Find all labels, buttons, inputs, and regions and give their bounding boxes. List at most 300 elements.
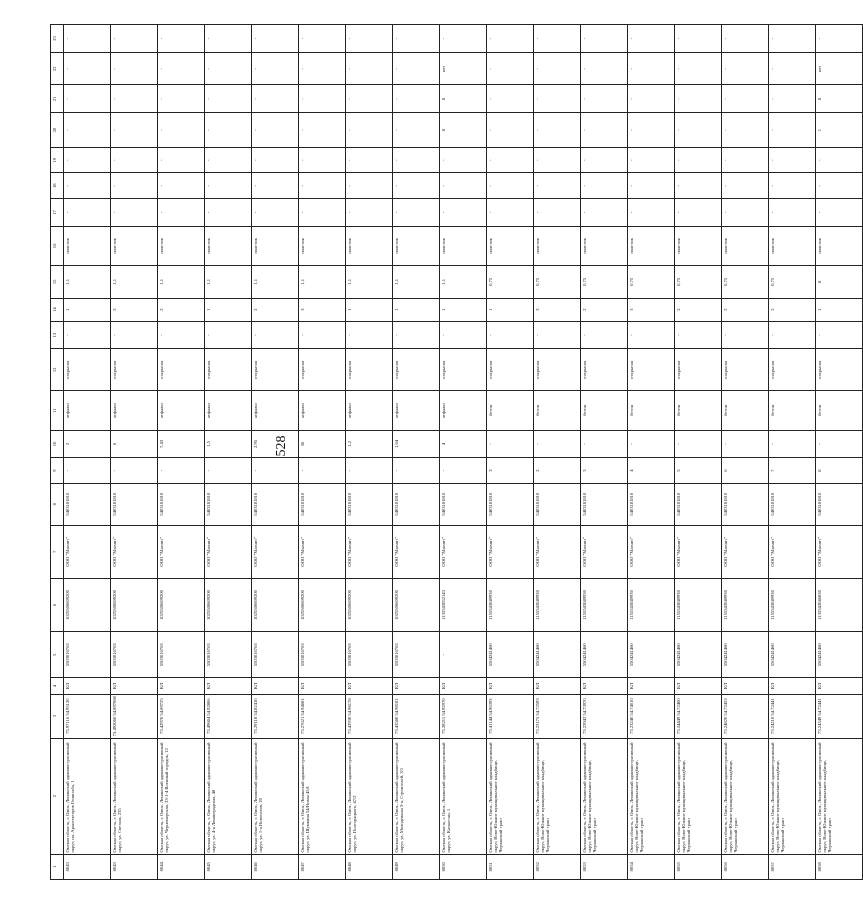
table-cell: пластик [487,226,534,265]
table-cell: КЛ [205,678,252,694]
table-cell: 8 [440,113,487,148]
table-cell: КЛ [346,678,393,694]
table-cell: - [628,430,675,458]
column-header: 12 [51,349,64,391]
table-cell: 73.24449 54.72400 [675,694,722,738]
table-cell: - [487,198,534,226]
table-cell: - [722,198,769,226]
table-cell: - [440,25,487,53]
table-cell: - [534,173,581,198]
table-cell: - [64,321,111,349]
table-cell: 73.24210 54.72441 [769,694,816,738]
table-cell: 0,75 [534,266,581,298]
table-cell: бетон [487,391,534,430]
table-cell: - [346,85,393,113]
table-cell: 8043 [64,854,111,879]
table-cell: - [299,147,346,172]
table-cell: 0,75 [487,266,534,298]
table-cell: 2 [769,298,816,321]
table-cell: 5403181810 [393,483,440,525]
table-cell: асфальт [393,391,440,430]
table-cell: - [581,147,628,172]
table-cell: - [64,52,111,84]
table-cell: открытая [158,349,205,391]
table-row [346,25,393,880]
table-cell: - [675,430,722,458]
table-cell: 0,75 [769,266,816,298]
table-cell: - [64,173,111,198]
table-cell: - [111,52,158,84]
table-cell: - [722,113,769,148]
table-cell: 2 [581,298,628,321]
table-cell: бетон [675,391,722,430]
table-cell: 2,95 [252,430,299,458]
table-cell: пластик [346,226,393,265]
table-cell: 73.49604 54.92806 [205,694,252,738]
table-cell: ООО "Магнит" [722,525,769,578]
table-cell: - [534,25,581,53]
table-cell: 1025500609200 [252,578,299,631]
table-cell: асфальт [64,391,111,430]
table-cell: - [487,52,534,84]
table-cell: - [111,147,158,172]
table-cell: 8051 [487,854,534,879]
table-cell: 8050 [440,854,487,879]
table-cell: 5504241460 [769,632,816,678]
table-cell: - [581,321,628,349]
table-cell: - [111,321,158,349]
table-cell: 8049 [393,854,440,879]
table-cell: 5503016763 [299,632,346,678]
table-cell: асфальт [252,391,299,430]
column-header: 19 [51,147,64,172]
table-cell: - [769,113,816,148]
table-cell: 8052 [534,854,581,879]
table-cell: - [346,113,393,148]
table-cell: КЛ [440,678,487,694]
table-cell: - [581,85,628,113]
table-cell: - [581,173,628,198]
table-cell: - [487,85,534,113]
table-cell: 5403181810 [487,483,534,525]
table-cell: - [393,113,440,148]
table-cell: 73.41144 54.96393 [487,694,534,738]
table-cell: 1 [64,298,111,321]
table-cell: пластик [722,226,769,265]
table-cell: пластик [440,226,487,265]
table-cell: - [252,458,299,483]
table-cell: 8046 [252,854,299,879]
table-cell: Омская область, г. Омск, Ленинский административный округ, ул. Светлая, 235 [111,738,158,854]
table-cell: 2 [534,458,581,483]
column-header: 6 [51,578,64,631]
table-cell: - [346,147,393,172]
table-cell: 7,43 [158,430,205,458]
table-cell: - [111,85,158,113]
table-cell: - [816,430,863,458]
table-cell: 5504241460 [487,632,534,678]
table-cell: 1135543052143 [440,578,487,631]
table-cell: бетон [534,391,581,430]
table-cell: - [675,147,722,172]
column-header: 15 [51,266,64,298]
table-cell: - [64,458,111,483]
table-cell: 73.23175 54.72593 [534,694,581,738]
table-cell: - [158,458,205,483]
table-cell: 1,1 [205,266,252,298]
table-cell: Омская область, г. Омск, Ленинский административный округ, ул. 1-я Новоселов, 20 [252,738,299,854]
table-cell: - [393,173,440,198]
table-cell: - [769,85,816,113]
table-cell: открытая [393,349,440,391]
table-cell: 73.42970 54.89725 [158,694,205,738]
table-cell: - [299,113,346,148]
table-cell: - [581,52,628,84]
table-cell: - [487,147,534,172]
table-cell: асфальт [158,391,205,430]
table-cell: - [675,198,722,226]
table-cell: 8 [440,85,487,113]
table-cell: 5503016763 [252,632,299,678]
table-cell: - [534,198,581,226]
table-cell: - [581,113,628,148]
table-cell: Омская область, г. Омск, Ленинский административный округ, ул. Шумкина 54/Новая 45А [299,738,346,854]
table-cell: - [252,52,299,84]
table-cell: - [393,52,440,84]
header-row [51,25,64,880]
table-cell: 73.42930 54.98178 [346,694,393,738]
column-header: 8 [51,483,64,525]
table-cell: 1,1 [440,266,487,298]
table-cell: 3 [581,458,628,483]
table-cell: 8043 [111,854,158,879]
table-cell: Омская область, г. Омск, Ленинский административный округ, ул. Казахстан, 1 [440,738,487,854]
table-cell: 8044 [158,854,205,879]
table-cell: - [252,25,299,53]
table-cell: 73.24349 54.72441 [816,694,863,738]
table-cell: - [628,198,675,226]
table-cell: нет [440,52,487,84]
table-cell: пластик [769,226,816,265]
table-cell: - [675,113,722,148]
table-cell: Омская область, г. Омск, Ленинский административный округ, ул. Молодежная 3-я, Строителей, 3/1 [393,738,440,854]
table-cell: 5504241460 [816,632,863,678]
table-cell: - [111,198,158,226]
table-cell: пластик [534,226,581,265]
table-cell: - [722,25,769,53]
table-cell: открытая [628,349,675,391]
table-cell: асфальт [205,391,252,430]
table-cell: КЛ [64,678,111,694]
table-cell: 5504241460 [675,632,722,678]
table-cell: 1025500609200 [205,578,252,631]
table-cell: открытая [581,349,628,391]
table-cell: 1155543049930 [487,578,534,631]
table-cell: - [722,52,769,84]
table-cell: открытая [722,349,769,391]
table-cell: - [111,25,158,53]
table-cell: ООО "Магнит" [346,525,393,578]
table-cell: КЛ [816,678,863,694]
table-cell: - [252,198,299,226]
table-cell: - [64,85,111,113]
table-cell: - [111,173,158,198]
table-cell: ООО "Магнит" [581,525,628,578]
table-cell: КЛ [628,678,675,694]
table-cell: - [675,321,722,349]
table-cell: 3 [299,298,346,321]
table-cell: открытая [675,349,722,391]
table-cell: - [534,85,581,113]
table-row [205,25,252,880]
table-cell: 4 [628,458,675,483]
table-cell: 1025500609200 [158,578,205,631]
table-cell: 1 [205,298,252,321]
table-cell: - [64,113,111,148]
table-cell: КЛ [487,678,534,694]
table-cell: пластик [628,226,675,265]
table-cell: - [158,147,205,172]
table-cell: - [205,52,252,84]
table-cell: 1,2 [346,430,393,458]
table-cell: 73.97116 54.95120 [64,694,111,738]
table-cell: ООО "Магнит" [675,525,722,578]
table-cell: - [346,321,393,349]
table-cell: 1,1 [158,266,205,298]
table-cell: - [440,458,487,483]
table-cell: - [158,198,205,226]
table-cell: асфальт [346,391,393,430]
table-cell: бетон [769,391,816,430]
table-cell: - [816,147,863,172]
table-cell: - [769,52,816,84]
table-row [675,25,722,880]
table-cell: открытая [111,349,158,391]
table-cell: 3 [628,298,675,321]
table-cell: - [722,85,769,113]
table-cell: открытая [816,349,863,391]
table-cell: 2 [722,298,769,321]
table-cell: - [769,173,816,198]
table-cell: - [816,173,863,198]
table-cell: 73.24820 54.72453 [722,694,769,738]
table-cell: 1025500609200 [64,578,111,631]
table-cell: ООО "Магнит" [205,525,252,578]
column-header: 21 [51,85,64,113]
table-cell: 5403181810 [346,483,393,525]
table-cell: - [628,173,675,198]
table-cell: открытая [299,349,346,391]
table-cell: - [628,85,675,113]
table-cell: Омская область, г. Омск, Ленинский административный округ, Ново-Южное муниципальное кладбище, Черлакский тракт [816,738,863,854]
table-cell: открытая [252,349,299,391]
table-cell: 5504241460 [722,632,769,678]
table-cell: ООО "Магнит" [534,525,581,578]
table-cell: - [393,458,440,483]
table-cell: 0,75 [675,266,722,298]
table-cell: бетон [816,391,863,430]
table-cell: 73.29118 54.82410 [252,694,299,738]
table-cell: 8 [816,85,863,113]
landscape-sheet [50,24,833,880]
table-cell: ООО "Магнит" [252,525,299,578]
table-cell: бетон [722,391,769,430]
table-cell: 5403181810 [722,483,769,525]
table-cell: Омская область, г. Омск, Ленинский административный округ, ул. 4-я Ленинградская, 48 [205,738,252,854]
table-cell: - [299,85,346,113]
table-cell: - [440,173,487,198]
table-cell: - [299,173,346,198]
table-cell: 6 [722,458,769,483]
table-cell: - [299,321,346,349]
table-cell: 5504241460 [628,632,675,678]
table-cell: - [393,198,440,226]
table-cell: 1135543046830 [816,578,863,631]
table-cell: 8045 [205,854,252,879]
table-cell: 1 [487,298,534,321]
table-cell: 8056 [722,854,769,879]
table-cell: 1 [816,298,863,321]
table-cell: 73.23240 54.74010 [628,694,675,738]
table-cell: 1,1 [64,266,111,298]
table-cell: 5403181810 [816,483,863,525]
table-cell: - [252,321,299,349]
table-cell: - [628,25,675,53]
table-cell: 73.27621 54.94681 [299,694,346,738]
table-cell: ООО "Магнит" [769,525,816,578]
column-header: 1 [51,854,64,879]
table-cell: 1 [816,113,863,148]
table-cell: 1155543049930 [628,578,675,631]
table-cell: 1155543049930 [722,578,769,631]
table-cell: - [346,25,393,53]
table-cell: 8055 [675,854,722,879]
table-cell: - [205,198,252,226]
table-cell: 73.43580 54.98181 [393,694,440,738]
table-cell: - [722,173,769,198]
table-cell: 8 [816,266,863,298]
table-cell: - [252,85,299,113]
table-cell: КЛ [769,678,816,694]
table-cell: - [675,25,722,53]
table-cell: - [205,173,252,198]
table-cell: - [628,321,675,349]
table-row [111,25,158,880]
table-cell: 1,1 [299,266,346,298]
table-cell: - [440,198,487,226]
table-cell: КЛ [158,678,205,694]
table-cell: 5403181810 [534,483,581,525]
table-cell: - [534,113,581,148]
table-cell: открытая [440,349,487,391]
table-row [628,25,675,880]
table-cell: КЛ [299,678,346,694]
table-cell: 5503016763 [158,632,205,678]
table-cell: 4 [440,430,487,458]
table-row [299,25,346,880]
table-cell: пластик [205,226,252,265]
table-cell: 1 [346,298,393,321]
table-cell: - [769,198,816,226]
table-cell: - [769,321,816,349]
table-cell: - [205,458,252,483]
table-cell: - [299,52,346,84]
table-cell: 2 [252,298,299,321]
column-header: 18 [51,173,64,198]
table-cell: 1025500609200 [111,578,158,631]
table-cell: 5503016763 [111,632,158,678]
table-cell: 7 [769,458,816,483]
table-cell: ООО "Магнит" [111,525,158,578]
table-cell: - [393,321,440,349]
table-cell: 1,1 [252,266,299,298]
table-cell: 5504241460 [581,632,628,678]
table-cell: 1025500609200 [299,578,346,631]
table-cell: - [205,321,252,349]
table-cell: - [299,198,346,226]
table-cell: ООО "Магнит" [628,525,675,578]
table-cell: 5 [675,458,722,483]
table-cell: 5403181810 [581,483,628,525]
table-cell: - [393,25,440,53]
page-number: 528 [274,435,289,457]
table-cell: ООО "Магнит" [816,525,863,578]
table-cell: открытая [534,349,581,391]
table-cell: - [628,147,675,172]
table-cell: 8048 [346,854,393,879]
column-header: 7 [51,525,64,578]
column-header: 20 [51,113,64,148]
table-cell: 8058 [816,854,863,879]
table-cell: 5403181810 [628,483,675,525]
table-cell: 0,75 [581,266,628,298]
table-cell: - [675,85,722,113]
table-cell: 5403181810 [252,483,299,525]
table-cell: ООО "Магнит" [440,525,487,578]
table-cell: - [205,25,252,53]
column-header: 10 [51,430,64,458]
table-cell: 1 [440,298,487,321]
table-cell: пластик [816,226,863,265]
column-header: 14 [51,298,64,321]
table-row [816,25,863,880]
table-cell: - [393,147,440,172]
column-header: 23 [51,25,64,53]
table-cell: 73.492060 54.897080 [111,694,158,738]
table-cell: - [440,632,487,678]
table-cell: 1155543049930 [581,578,628,631]
table-cell: - [581,430,628,458]
table-cell: 1,1 [393,266,440,298]
column-header: 2 [51,738,64,854]
table-cell: - [64,198,111,226]
table-cell: 73.28211 54.92970 [440,694,487,738]
table-cell: - [64,25,111,53]
table-row [487,25,534,880]
table-cell: - [299,25,346,53]
table-cell: - [722,147,769,172]
table-cell: 5403181810 [675,483,722,525]
table-cell: бетон [628,391,675,430]
table-cell: КЛ [722,678,769,694]
table-row [581,25,628,880]
table-cell: пластик [252,226,299,265]
table-cell: - [346,173,393,198]
table-cell: - [816,198,863,226]
table-row [722,25,769,880]
table-cell: - [158,113,205,148]
table-cell: открытая [769,349,816,391]
